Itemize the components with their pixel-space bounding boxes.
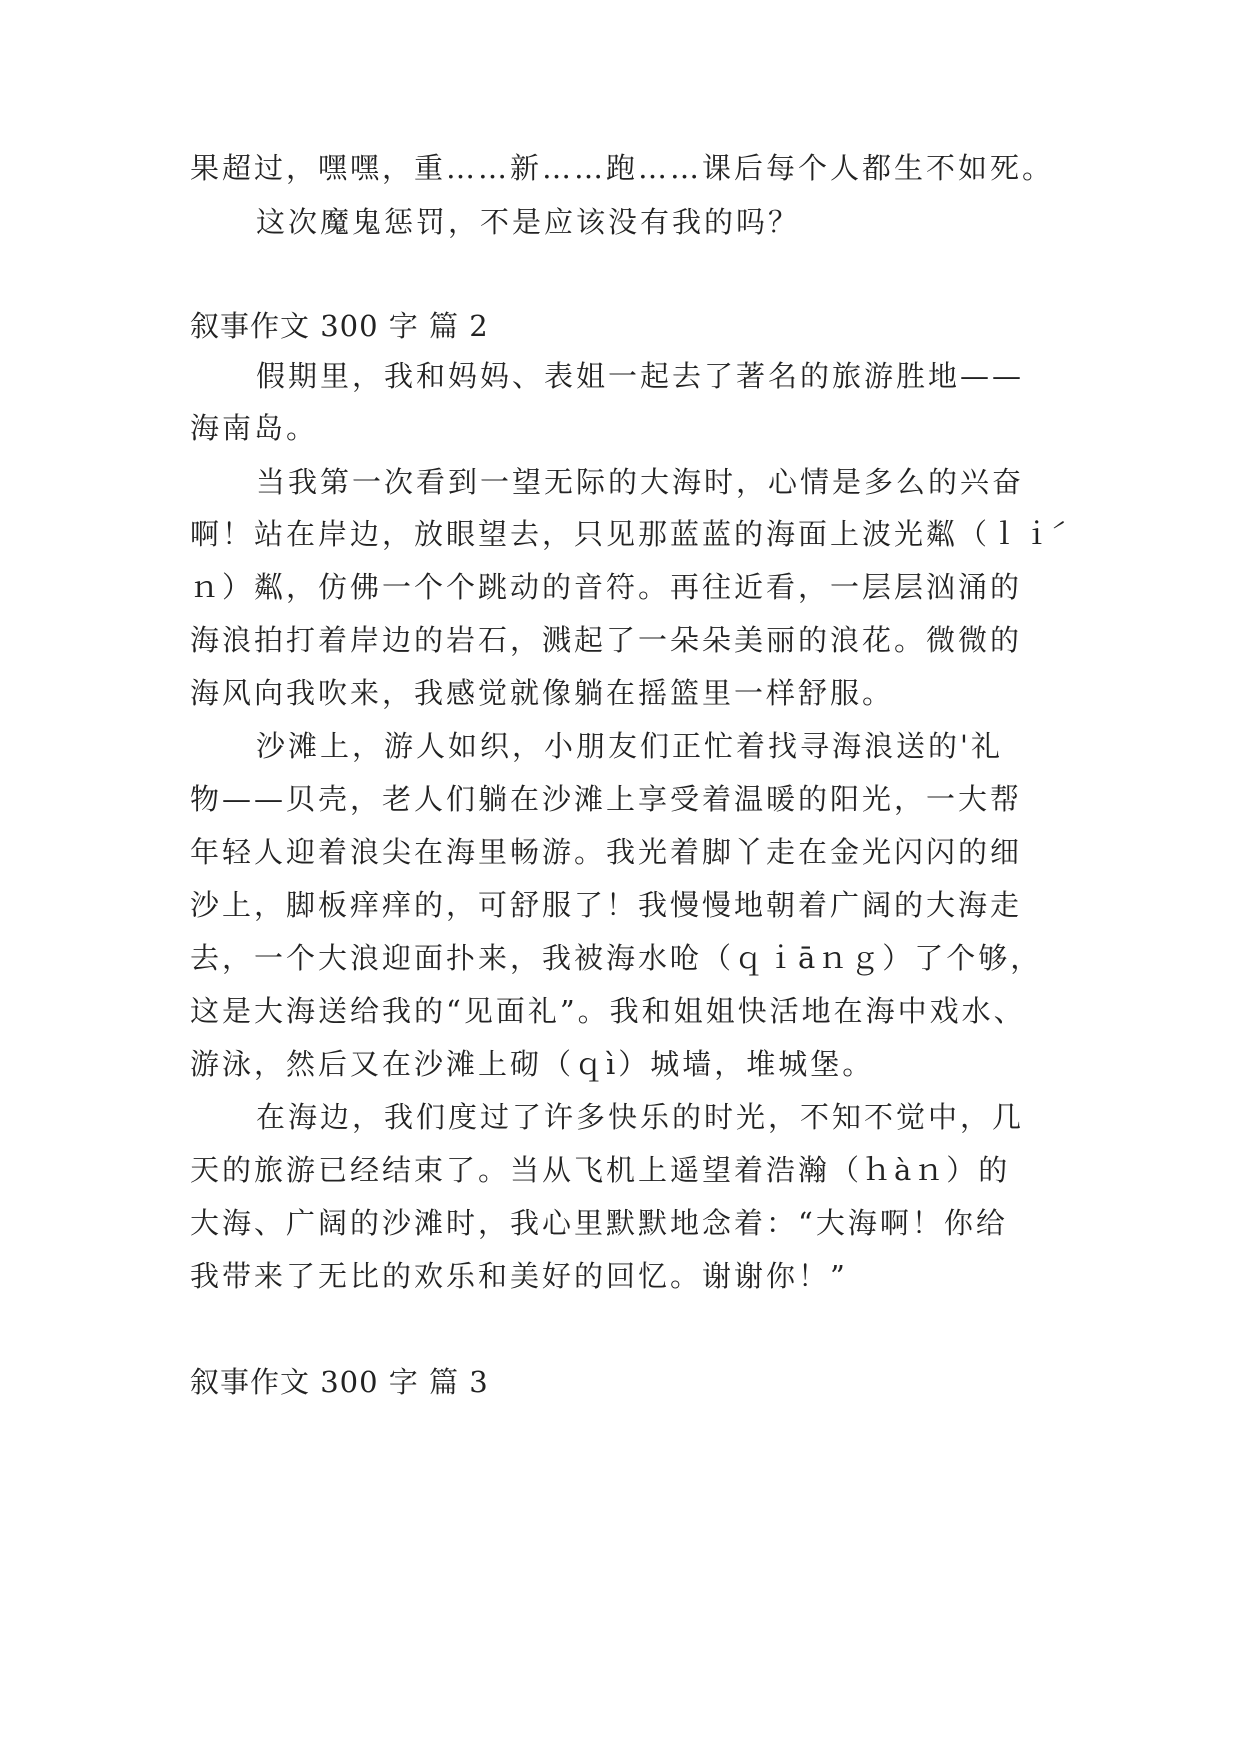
- section-heading-3: 叙事作文 300 字 篇 3: [190, 1365, 489, 1399]
- paragraph-line: 啊！站在岸边，放眼望去，只见那蓝蓝的海面上波光粼（ｌｉ́: [190, 517, 1055, 551]
- paragraph-line: 当我第一次看到一望无际的大海时，心情是多么的兴奋: [256, 465, 1025, 499]
- paragraph-line: 年轻人迎着浪尖在海里畅游。我光着脚丫走在金光闪闪的细: [190, 835, 1023, 869]
- paragraph-line: 海风向我吹来，我感觉就像躺在摇篮里一样舒服。: [190, 676, 895, 710]
- paragraph-line: 去，一个大浪迎面扑来，我被海水呛（ｑｉāｎｇ）了个够，: [190, 941, 1043, 975]
- paragraph-line: 海南岛。: [190, 411, 319, 445]
- paragraph-line: ｎ）粼，仿佛一个个跳动的音符。再往近看，一层层汹涌的: [190, 570, 1023, 604]
- paragraph-line: 大海、广阔的沙滩时，我心里默默地念着：“大海啊！你给: [190, 1206, 1008, 1240]
- paragraph-line: 果超过，嘿嘿，重……新……跑……课后每个人都生不如死。: [190, 151, 1055, 185]
- paragraph-line: 游泳，然后又在沙滩上砌（ｑì）城墙，堆城堡。: [190, 1047, 875, 1081]
- paragraph-line: 在海边，我们度过了许多快乐的时光，不知不觉中，几: [256, 1100, 1025, 1134]
- section-heading-2: 叙事作文 300 字 篇 2: [190, 309, 489, 343]
- paragraph-line: 海浪拍打着岸边的岩石，溅起了一朵朵美丽的浪花。微微的: [190, 623, 1023, 657]
- paragraph-line: 这是大海送给我的“见面礼”。我和姐姐快活地在海中戏水、: [190, 994, 1026, 1028]
- paragraph-line: 这次魔鬼惩罚，不是应该没有我的吗？: [256, 205, 801, 239]
- paragraph-line: 天的旅游已经结束了。当从飞机上遥望着浩瀚（ｈàｎ）的: [190, 1153, 1011, 1187]
- paragraph-line: 假期里，我和妈妈、表姐一起去了著名的旅游胜地——: [256, 359, 1025, 393]
- paragraph-line: 我带来了无比的欢乐和美好的回忆。谢谢你！”: [190, 1259, 848, 1293]
- paragraph-line: 物——贝壳，老人们躺在沙滩上享受着温暖的阳光，一大帮: [190, 782, 1023, 816]
- paragraph-line: 沙滩上，游人如织，小朋友们正忙着找寻海浪送的'礼: [256, 729, 1003, 763]
- paragraph-line: 沙上，脚板痒痒的，可舒服了！我慢慢地朝着广阔的大海走: [190, 888, 1023, 922]
